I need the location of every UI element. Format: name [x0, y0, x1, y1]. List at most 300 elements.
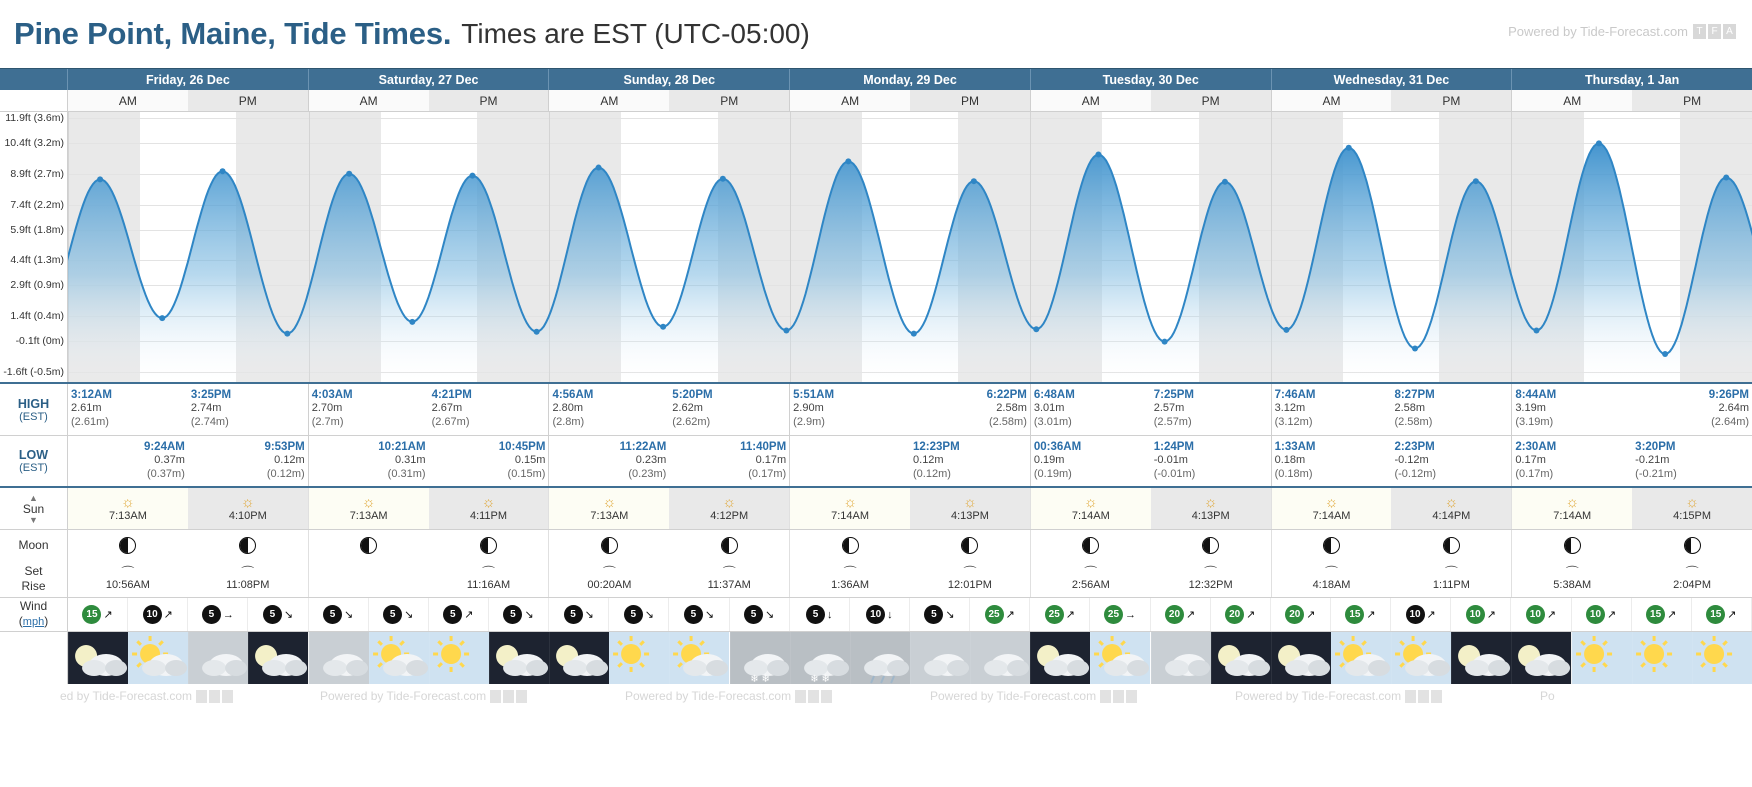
ampm-pm-0: PM — [188, 90, 308, 111]
tide-event — [71, 440, 185, 482]
sunrise-time: 7:14AM — [831, 510, 870, 522]
tide-event-height-alt: (0.12m) — [913, 468, 951, 481]
wind-cell-3-2 — [910, 598, 970, 631]
tide-event-height: 0.17m — [755, 454, 787, 467]
tide-curve-svg — [68, 112, 1752, 382]
moon-phase-cell-2-1 — [669, 530, 789, 560]
sun-am-0 — [68, 488, 188, 529]
moon-setrise-row — [0, 560, 1752, 598]
wind-cell-5-3 — [1451, 598, 1511, 631]
tide-event-height-alt: (0.37m) — [146, 468, 185, 481]
footer-watermark-2 — [625, 689, 832, 703]
wind-speed-badge: 10 — [143, 605, 162, 624]
tide-event-height: 0.18m — [1274, 454, 1306, 467]
wind-speed-badge: 5 — [624, 605, 643, 624]
wind-cell-0-0 — [68, 598, 128, 631]
tide-forecast-logo-icon — [1100, 690, 1137, 703]
moon-day-5 — [1272, 530, 1513, 560]
sunset-time: 4:14PM — [1432, 510, 1471, 522]
sun-pm-2 — [669, 488, 789, 529]
weather-icon-clear-night-moon — [1271, 632, 1331, 684]
wind-speed-badge: 5 — [744, 605, 763, 624]
moon-rise-cell-0 — [188, 560, 308, 597]
moon-set-time: 5:38AM — [1553, 579, 1592, 591]
tide-extreme-point-2 — [220, 168, 226, 174]
tide-extreme-point-12 — [845, 158, 851, 164]
tide-event-height-alt: (-0.01m) — [1153, 468, 1196, 481]
y-tick-5: 4.4ft (1.3m) — [10, 254, 64, 267]
moon-rise-time: 11:37AM — [707, 579, 751, 591]
ampm-pm-4: PM — [1151, 90, 1271, 111]
page-title: Pine Point, Maine, Tide Times. — [14, 16, 452, 51]
moon-day-1 — [309, 530, 550, 560]
tide-low-pm-3 — [910, 436, 1030, 486]
moon-phase-cell-2-0 — [549, 530, 669, 560]
tide-high-am-6 — [1512, 384, 1632, 435]
moon-set-time: 00:20AM — [587, 579, 632, 591]
wind-speed-badge: 15 — [1646, 605, 1665, 624]
weather-icon-sunny — [429, 632, 489, 684]
y-tick-0: 11.9ft (3.6m) — [5, 112, 64, 124]
tide-event-height-alt: (2.67m) — [431, 416, 470, 429]
moon-day-2 — [549, 530, 790, 560]
tide-extreme-point-7 — [534, 329, 540, 335]
tide-event-height-alt: (2.58m) — [988, 416, 1027, 429]
tide-extreme-point-15 — [1033, 326, 1039, 332]
svg-text:❄ ❄: ❄ ❄ — [749, 674, 770, 684]
weather-icon-cloudy-snow — [790, 632, 850, 684]
wind-speed-badge: 25 — [1045, 605, 1064, 624]
wind-speed-badge: 5 — [383, 605, 402, 624]
weather-icon-partly-cloudy — [1391, 632, 1451, 684]
moon-set-cell-0 — [68, 560, 188, 597]
wind-direction-arrow-icon: ↗ — [1426, 609, 1436, 621]
tide-event-height: 2.90m — [793, 402, 824, 415]
moon-setrise-day-3 — [790, 560, 1031, 597]
tide-high-day-1 — [309, 384, 550, 435]
tide-event-height: 0.23m — [635, 454, 667, 467]
tide-event-time: 1:24PM — [1153, 441, 1195, 453]
wind-cell-3-0 — [790, 598, 850, 631]
tide-forecast-logo-icon — [795, 690, 832, 703]
tide-event-height-alt: (2.62m) — [672, 416, 711, 429]
sunrise-icon: ☼ — [1083, 494, 1098, 511]
tide-event-time: 11:22AM — [619, 441, 667, 453]
moon-day-4 — [1031, 530, 1272, 560]
tide-event-time: 6:22PM — [986, 389, 1027, 401]
sun-day-6 — [1512, 488, 1752, 529]
ampm-pm-5: PM — [1391, 90, 1511, 111]
moon-phase-cell-5-0 — [1272, 530, 1392, 560]
sunset-time: 4:13PM — [1191, 510, 1230, 522]
tide-event-height-alt: (0.17m) — [748, 468, 787, 481]
tide-high-day-6 — [1512, 384, 1752, 435]
moon-rise-time: 2:04PM — [1673, 579, 1712, 591]
tide-event-height: 0.37m — [154, 454, 185, 467]
tide-event — [672, 388, 786, 430]
ampm-header-bar — [0, 90, 1752, 112]
tide-event-height-alt: (-0.21m) — [1635, 468, 1677, 481]
tide-high-am-1 — [309, 384, 429, 435]
moon-arc-icon: ⌒ — [1444, 565, 1458, 580]
sunrise-icon: ☼ — [843, 494, 857, 511]
wind-cell-5-2 — [1391, 598, 1451, 631]
y-axis-labels — [0, 112, 68, 382]
tide-event — [913, 388, 1027, 430]
tide-event-height: 2.74m — [190, 402, 222, 415]
sun-am-1 — [309, 488, 429, 529]
moon-set-time: 10:56AM — [105, 579, 150, 591]
tide-event-height: 2.58m — [996, 402, 1027, 415]
tide-event — [552, 440, 666, 482]
moon-phase-cell-6-1 — [1632, 530, 1752, 560]
tide-low-pm-6 — [1632, 436, 1752, 486]
wind-direction-arrow-icon: ↘ — [283, 609, 294, 621]
wind-cell-3-3 — [970, 598, 1030, 631]
wind-cell-0-2 — [188, 598, 248, 631]
wind-unit-link[interactable]: mph — [22, 616, 45, 629]
tide-event-time: 4:03AM — [311, 389, 353, 401]
tide-high-pm-4 — [1151, 384, 1271, 435]
ampm-am-0: AM — [118, 93, 137, 108]
wind-cell-1-2 — [429, 598, 489, 631]
wind-cell-2-0 — [549, 598, 609, 631]
ampm-am-2: AM — [600, 93, 619, 108]
wind-direction-arrow-icon: ↗ — [1306, 609, 1316, 621]
sunset-icon: ☼ — [240, 494, 255, 511]
moon-rise-time: 12:01PM — [947, 579, 992, 591]
wind-speed-badge: 15 — [1706, 605, 1725, 624]
tide-extreme-point-4 — [346, 171, 352, 177]
wind-speed-badge: 10 — [1466, 605, 1485, 624]
moon-phase-icon — [1564, 537, 1581, 554]
tide-extreme-point-8 — [596, 165, 602, 171]
tide-extreme-point-16 — [1095, 152, 1101, 158]
tide-event — [913, 440, 1027, 482]
weather-icon-sunny — [1632, 632, 1692, 684]
ampm-day-3 — [790, 90, 1031, 111]
tide-event-height-alt: (0.12m) — [266, 468, 305, 481]
weather-icon-cloudy — [1151, 632, 1211, 684]
tide-event-time: 00:36AM — [1033, 441, 1082, 453]
wind-direction-arrow-icon: ↘ — [945, 609, 955, 621]
moon-phase-icon — [961, 537, 978, 554]
wind-direction-arrow-icon: ↓ — [887, 608, 893, 621]
footer-watermark-text: Powered by Tide-Forecast.com — [1235, 689, 1402, 703]
footer-watermark-text: Po — [1540, 689, 1555, 703]
tide-event — [432, 388, 546, 430]
moon-rise-time: 1:11PM — [1432, 579, 1470, 591]
wind-speed-badge: 20 — [1285, 605, 1304, 624]
footer-watermark-text: Powered by Tide-Forecast.com — [320, 689, 487, 703]
rise-label-text: Rise — [21, 578, 46, 593]
sunset-time: 4:13PM — [950, 510, 989, 522]
y-tick-1: 10.4ft (3.2m) — [4, 136, 64, 149]
moon-set-cell-4 — [1031, 560, 1151, 597]
sunrise-icon: ☼ — [602, 494, 617, 511]
tide-event-time: 9:24AM — [143, 441, 185, 453]
tide-event-height: 2.67m — [431, 402, 463, 415]
tide-low-am-5 — [1272, 436, 1392, 486]
tide-event — [1394, 440, 1508, 482]
tide-event-height-alt: (2.74m) — [190, 416, 229, 429]
high-label-text: HIGH — [17, 396, 50, 411]
tide-event-time: 3:12AM — [71, 389, 112, 401]
moon-phase-cell-3-0 — [790, 530, 910, 560]
wind-direction-arrow-icon: ↗ — [1065, 609, 1075, 621]
wind-cell-5-0 — [1271, 598, 1331, 631]
moon-phase-cell-3-1 — [910, 530, 1030, 560]
tide-event-height-alt: (3.01m) — [1033, 416, 1072, 429]
footer-watermark-5 — [1540, 689, 1555, 703]
moon-phase-icon — [480, 537, 497, 554]
wind-cell-4-0 — [1030, 598, 1090, 631]
moon-arc-icon: ⌒ — [1084, 565, 1098, 580]
tide-event-time: 12:23PM — [913, 441, 960, 453]
tide-event-time: 9:26PM — [1708, 389, 1750, 401]
y-tick-4: 5.9ft (1.8m) — [10, 223, 64, 236]
wind-cell-6-0 — [1511, 598, 1571, 631]
tide-event-height-alt: (0.18m) — [1274, 468, 1313, 481]
moon-setrise-day-5 — [1272, 560, 1513, 597]
moon-phase-cell-0-1 — [188, 530, 308, 560]
footer-watermark-text: Powered by Tide-Forecast.com — [930, 689, 1097, 703]
tide-graph — [0, 112, 1752, 382]
moon-phase-icon — [360, 537, 377, 554]
moon-arc-icon: ⌒ — [241, 565, 255, 580]
tide-table — [0, 382, 1752, 488]
tide-event-time: 11:40PM — [740, 441, 787, 453]
y-tick-3: 7.4ft (2.2m) — [10, 198, 64, 211]
weather-icon-partly-cloudy — [1090, 632, 1150, 684]
page-subtitle: Times are EST (UTC-05:00) — [461, 18, 810, 49]
wind-direction-arrow-icon: → — [222, 608, 234, 621]
tide-event — [191, 440, 305, 482]
tide-event — [1154, 388, 1268, 430]
tide-forecast-logo-icon: T F A — [1693, 24, 1736, 39]
moon-day-6 — [1512, 530, 1752, 560]
weather-icon-partly-cloudy — [128, 632, 188, 684]
tide-low-pm-4 — [1151, 436, 1271, 486]
page-header — [0, 0, 1752, 68]
tide-event — [1275, 388, 1389, 430]
moon-set-time: 2:56AM — [1071, 579, 1110, 591]
wind-direction-arrow-icon: ↗ — [1546, 609, 1557, 621]
weather-row — [0, 632, 1752, 684]
moon-label-text: Moon — [18, 538, 49, 552]
sun-day-1 — [309, 488, 550, 529]
sunset-time: 4:11PM — [469, 510, 508, 522]
wind-direction-arrow-icon: ↗ — [1727, 609, 1737, 621]
moon-arc-icon: ⌒ — [963, 565, 977, 580]
wind-speed-badge: 5 — [564, 605, 583, 624]
low-label-text: LOW — [18, 448, 49, 462]
ampm-day-6 — [1512, 90, 1752, 111]
wind-cell-0-3 — [248, 598, 308, 631]
tide-high-day-5 — [1272, 384, 1513, 435]
wind-speed-badge: 25 — [985, 605, 1004, 624]
weather-icon-clear-night-moon — [1451, 632, 1511, 684]
ampm-pm-6: PM — [1632, 90, 1752, 111]
moon-phase-icon — [239, 537, 256, 554]
tide-extreme-point-5 — [409, 319, 415, 325]
tide-event-time: 8:27PM — [1394, 389, 1435, 401]
tide-event-time: 3:25PM — [190, 389, 232, 401]
tide-event-time: 6:48AM — [1033, 389, 1075, 401]
low-label-tz: (EST) — [19, 462, 48, 474]
tide-event-height: 3.19m — [1515, 402, 1546, 415]
moon-setrise-day-6 — [1512, 560, 1752, 597]
tide-extreme-point-26 — [1723, 174, 1729, 180]
tide-event — [1394, 388, 1508, 430]
tide-high-day-3 — [790, 384, 1031, 435]
wind-direction-arrow-icon: ↗ — [1667, 609, 1677, 621]
sunrise-time: 7:14AM — [1071, 510, 1110, 522]
footer-watermark-4 — [1235, 689, 1442, 703]
powered-by-label: Powered by Tide-Forecast.com — [1508, 24, 1688, 39]
sun-pm-4 — [1151, 488, 1271, 529]
wind-speed-badge: 15 — [82, 605, 101, 624]
moon-arc-icon: ⌒ — [1325, 565, 1339, 580]
tide-event-height-alt: (2.57m) — [1153, 416, 1192, 429]
tide-event-height-alt: (3.12m) — [1274, 416, 1313, 429]
weather-icon-clear-night-moon — [1030, 632, 1090, 684]
weather-icon-clear-night-moon — [549, 632, 609, 684]
tide-event — [71, 388, 185, 430]
tide-event-time: 8:44AM — [1515, 389, 1557, 401]
wind-cell-2-2 — [669, 598, 729, 631]
tide-event-height: 3.12m — [1274, 402, 1306, 415]
tide-high-am-4 — [1031, 384, 1151, 435]
sunset-icon: ☼ — [722, 494, 737, 511]
wind-speed-badge: 10 — [866, 605, 885, 624]
tide-area — [68, 143, 1752, 382]
tide-curve-plot — [68, 112, 1752, 382]
tide-extreme-point-25 — [1662, 351, 1668, 357]
wind-direction-arrow-icon: ↗ — [163, 609, 173, 621]
wind-direction-arrow-icon: ↘ — [344, 609, 354, 621]
tide-extreme-point-3 — [284, 331, 290, 337]
sunset-icon: ☼ — [1444, 494, 1459, 511]
tide-high-day-2 — [549, 384, 790, 435]
wind-speed-badge: 20 — [1225, 605, 1244, 624]
ampm-pm-1: PM — [429, 90, 549, 111]
wind-cell-1-0 — [309, 598, 369, 631]
weather-icon-clear-night — [68, 632, 128, 684]
sun-am-5 — [1272, 488, 1392, 529]
tide-high-pm-6 — [1632, 384, 1752, 435]
sunset-icon: ☼ — [963, 494, 977, 511]
tide-event-height: 2.62m — [672, 402, 703, 415]
tide-low-am-6 — [1512, 436, 1632, 486]
footer-watermark-0 — [60, 689, 233, 703]
wind-cell-6-1 — [1572, 598, 1632, 631]
sun-label-text: Sun — [22, 501, 45, 516]
tide-event — [1515, 388, 1629, 430]
daybar-spacer — [0, 69, 68, 90]
sunrise-icon: ☼ — [1565, 494, 1580, 511]
wind-cell-5-1 — [1331, 598, 1391, 631]
tide-event — [793, 388, 907, 430]
wind-speed-badge: 5 — [924, 605, 943, 624]
ampm-day-2 — [549, 90, 790, 111]
wind-speed-badge: 10 — [1586, 605, 1605, 624]
moon-phase-icon — [1082, 537, 1099, 554]
tide-event-time: 5:51AM — [793, 389, 835, 401]
tide-forecast-logo-icon — [1405, 690, 1442, 703]
wind-direction-arrow-icon: ↘ — [404, 609, 414, 621]
wind-cell-4-1 — [1090, 598, 1150, 631]
weather-icon-cloudy — [970, 632, 1030, 684]
footer-watermark-1 — [320, 689, 527, 703]
moon-rise-cell-3 — [910, 560, 1030, 597]
tide-event-height-alt: (0.15m) — [507, 468, 546, 481]
wind-speed-badge: 5 — [806, 605, 825, 624]
wind-direction-arrow-icon: ↗ — [1005, 609, 1015, 621]
wind-direction-arrow-icon: ↗ — [1185, 609, 1196, 621]
tide-low-day-6 — [1512, 436, 1752, 486]
weather-label-spacer — [0, 632, 68, 684]
tide-event-height: -0.01m — [1153, 454, 1188, 467]
y-tick-2: 8.9ft (2.7m) — [10, 167, 64, 180]
tide-event-height-alt: (-0.12m) — [1394, 468, 1437, 481]
ampm-am-6: AM — [1563, 93, 1582, 108]
wind-cell-4-2 — [1151, 598, 1211, 631]
moon-phase-icon — [119, 537, 136, 554]
weather-icon-cloudy-snow — [730, 632, 790, 684]
tide-event-height: 0.12m — [274, 454, 305, 467]
wind-direction-arrow-icon: ↗ — [464, 609, 474, 621]
wind-speed-badge: 10 — [1406, 605, 1425, 624]
wind-direction-arrow-icon: ↘ — [704, 609, 715, 621]
tide-event-height-alt: (2.7m) — [311, 416, 344, 429]
wind-speed-badge: 20 — [1165, 605, 1184, 624]
sunset-time: 4:12PM — [710, 510, 749, 522]
wind-direction-arrow-icon: ↘ — [765, 609, 775, 621]
sunrise-time: 7:13AM — [590, 510, 629, 522]
tide-event-time: 2:23PM — [1394, 441, 1435, 453]
tide-event-height-alt: (2.61m) — [71, 416, 109, 429]
sun-pm-0 — [188, 488, 308, 529]
wind-cell-6-2 — [1632, 598, 1692, 631]
tide-event — [1034, 440, 1148, 482]
moon-rise-time: 11:16AM — [466, 579, 511, 591]
ampm-am-5: AM — [1322, 93, 1341, 108]
tide-extreme-point-6 — [469, 173, 475, 179]
moon-phase-cell-4-1 — [1151, 530, 1271, 560]
tide-extreme-point-17 — [1162, 339, 1168, 345]
tide-low-day-5 — [1272, 436, 1513, 486]
moon-phase-icon — [1323, 537, 1340, 554]
moon-set-cell-3 — [790, 560, 910, 597]
tide-event-time: 1:33AM — [1274, 441, 1316, 453]
tide-event — [1635, 440, 1749, 482]
weather-icon-sunny — [609, 632, 669, 684]
ampm-am-4: AM — [1081, 93, 1100, 108]
day-header-3: Monday, 29 Dec — [790, 69, 1031, 90]
moon-arc-icon: ⌒ — [121, 565, 135, 580]
wind-direction-arrow-icon: ↗ — [1366, 609, 1376, 621]
moon-phase-icon — [721, 537, 738, 554]
moon-set-cell-2 — [549, 560, 669, 597]
tide-event-time: 4:21PM — [431, 389, 472, 401]
svg-text:❄ ❄: ❄ ❄ — [809, 674, 830, 684]
tide-event-height: 0.12m — [913, 454, 944, 467]
tide-extreme-point-19 — [1283, 327, 1289, 333]
high-tide-row — [0, 384, 1752, 436]
tide-extreme-point-21 — [1412, 345, 1418, 351]
day-header-5: Wednesday, 31 Dec — [1272, 69, 1513, 90]
